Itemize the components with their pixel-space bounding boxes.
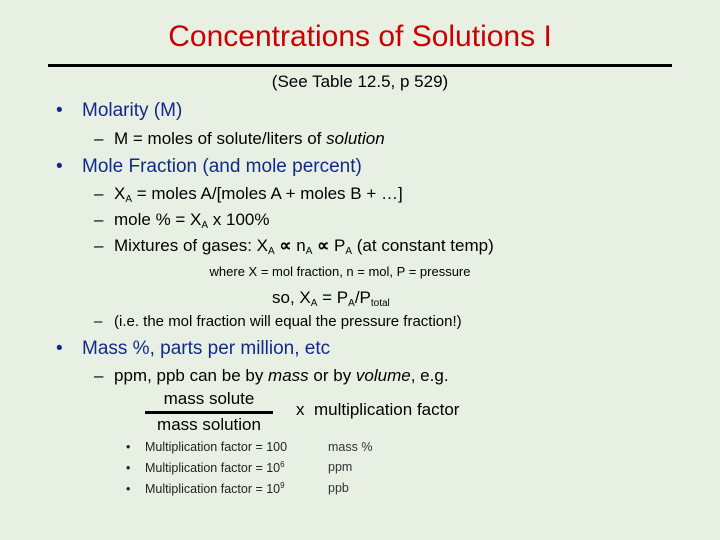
subscript-a: A (305, 246, 313, 257)
where-note: where X = mol fraction, n = mol, P = pressure (209, 264, 471, 279)
proportional-symbol: ∝ (312, 236, 335, 255)
ie-note (94, 313, 462, 330)
formula-pre: mole % = X (114, 210, 202, 229)
so-line (272, 288, 390, 309)
formula-var: X (114, 184, 126, 203)
bullet-molarity (56, 100, 182, 122)
dash-marker: – (94, 129, 104, 148)
subscript-a: A (348, 298, 355, 309)
ppm-italic-mass: mass (268, 366, 309, 385)
definition-text: M = moles of solute/liters of (114, 129, 327, 148)
dash-marker: – (94, 313, 103, 330)
bullet-marker: • (126, 440, 131, 454)
ppm-ppb-line (94, 366, 449, 386)
var-p: P (334, 236, 346, 255)
factor-text: Multiplication factor = 10 (145, 482, 281, 496)
mole-percent-formula (94, 210, 270, 231)
bullet-mass-percent (56, 338, 330, 360)
definition-italic: solution (326, 129, 385, 148)
factor-text: Multiplication factor = 100 (145, 440, 288, 454)
so-pre: so, X (272, 288, 311, 307)
formula-rest: = moles A/[moles A + moles B + …] (132, 184, 403, 203)
so-mid: = P (317, 288, 349, 307)
bullet-marker: • (56, 156, 63, 177)
bullet-label: Mole Fraction (and mole percent) (82, 156, 362, 177)
factor-exponent: 6 (280, 460, 285, 469)
ppm-italic-volume: volume (355, 366, 411, 385)
factor-item (126, 460, 285, 475)
fraction-numerator: mass solute (163, 389, 255, 408)
bullet-marker: • (126, 461, 131, 475)
so-slash: /P (354, 288, 371, 307)
factor-unit: ppb (328, 481, 349, 495)
dash-marker: – (94, 184, 104, 203)
subscript-a: A (345, 246, 353, 257)
bullet-marker: • (126, 482, 131, 496)
molarity-definition (94, 129, 385, 149)
subscript-a: A (268, 246, 275, 257)
fraction-denominator: mass solution (157, 415, 261, 434)
formula-rest: x 100% (208, 210, 270, 229)
gas-rest: (at constant temp) (352, 236, 494, 255)
ie-text: (i.e. the mol fraction will equal the pressure fraction!) (114, 313, 462, 330)
bullet-label: Mass %, parts per million, etc (82, 338, 331, 359)
fraction-times-factor (296, 400, 459, 420)
dash-marker: – (94, 236, 104, 255)
factor-label: multiplication factor (313, 400, 460, 419)
formula-subscript: A (201, 220, 209, 231)
factor-unit: mass % (328, 440, 373, 454)
proportional-symbol: ∝ (274, 236, 297, 255)
slide-subtitle: (See Table 12.5, p 529) (271, 72, 449, 91)
title-divider (48, 64, 672, 67)
gas-mixtures-line (94, 236, 494, 257)
dash-marker: – (94, 210, 104, 229)
ppm-pre: ppm, ppb can be by (114, 366, 269, 385)
dash-marker: – (94, 366, 104, 385)
formula-subscript: A (125, 194, 133, 205)
factor-item (126, 481, 285, 496)
bullet-mole-fraction (56, 156, 362, 178)
var-n: n (296, 236, 306, 255)
factor-item (126, 440, 287, 454)
bullet-marker: • (56, 100, 63, 121)
bullet-marker: • (56, 338, 63, 359)
factor-text: Multiplication factor = 10 (145, 461, 281, 475)
subscript-total: total (370, 298, 390, 309)
factor-exponent: 9 (280, 481, 285, 490)
slide-title: Concentrations of Solutions I (168, 20, 552, 53)
times-symbol: x (296, 400, 305, 419)
ppm-mid: or by (308, 366, 356, 385)
mole-fraction-formula (94, 184, 403, 205)
subscript-a: A (310, 298, 318, 309)
fraction-bar (145, 411, 273, 414)
bullet-label: Molarity (M) (82, 100, 183, 121)
factor-unit: ppm (328, 460, 353, 474)
gas-pre: Mixtures of gases: X (114, 236, 269, 255)
ppm-rest: , e.g. (410, 366, 449, 385)
